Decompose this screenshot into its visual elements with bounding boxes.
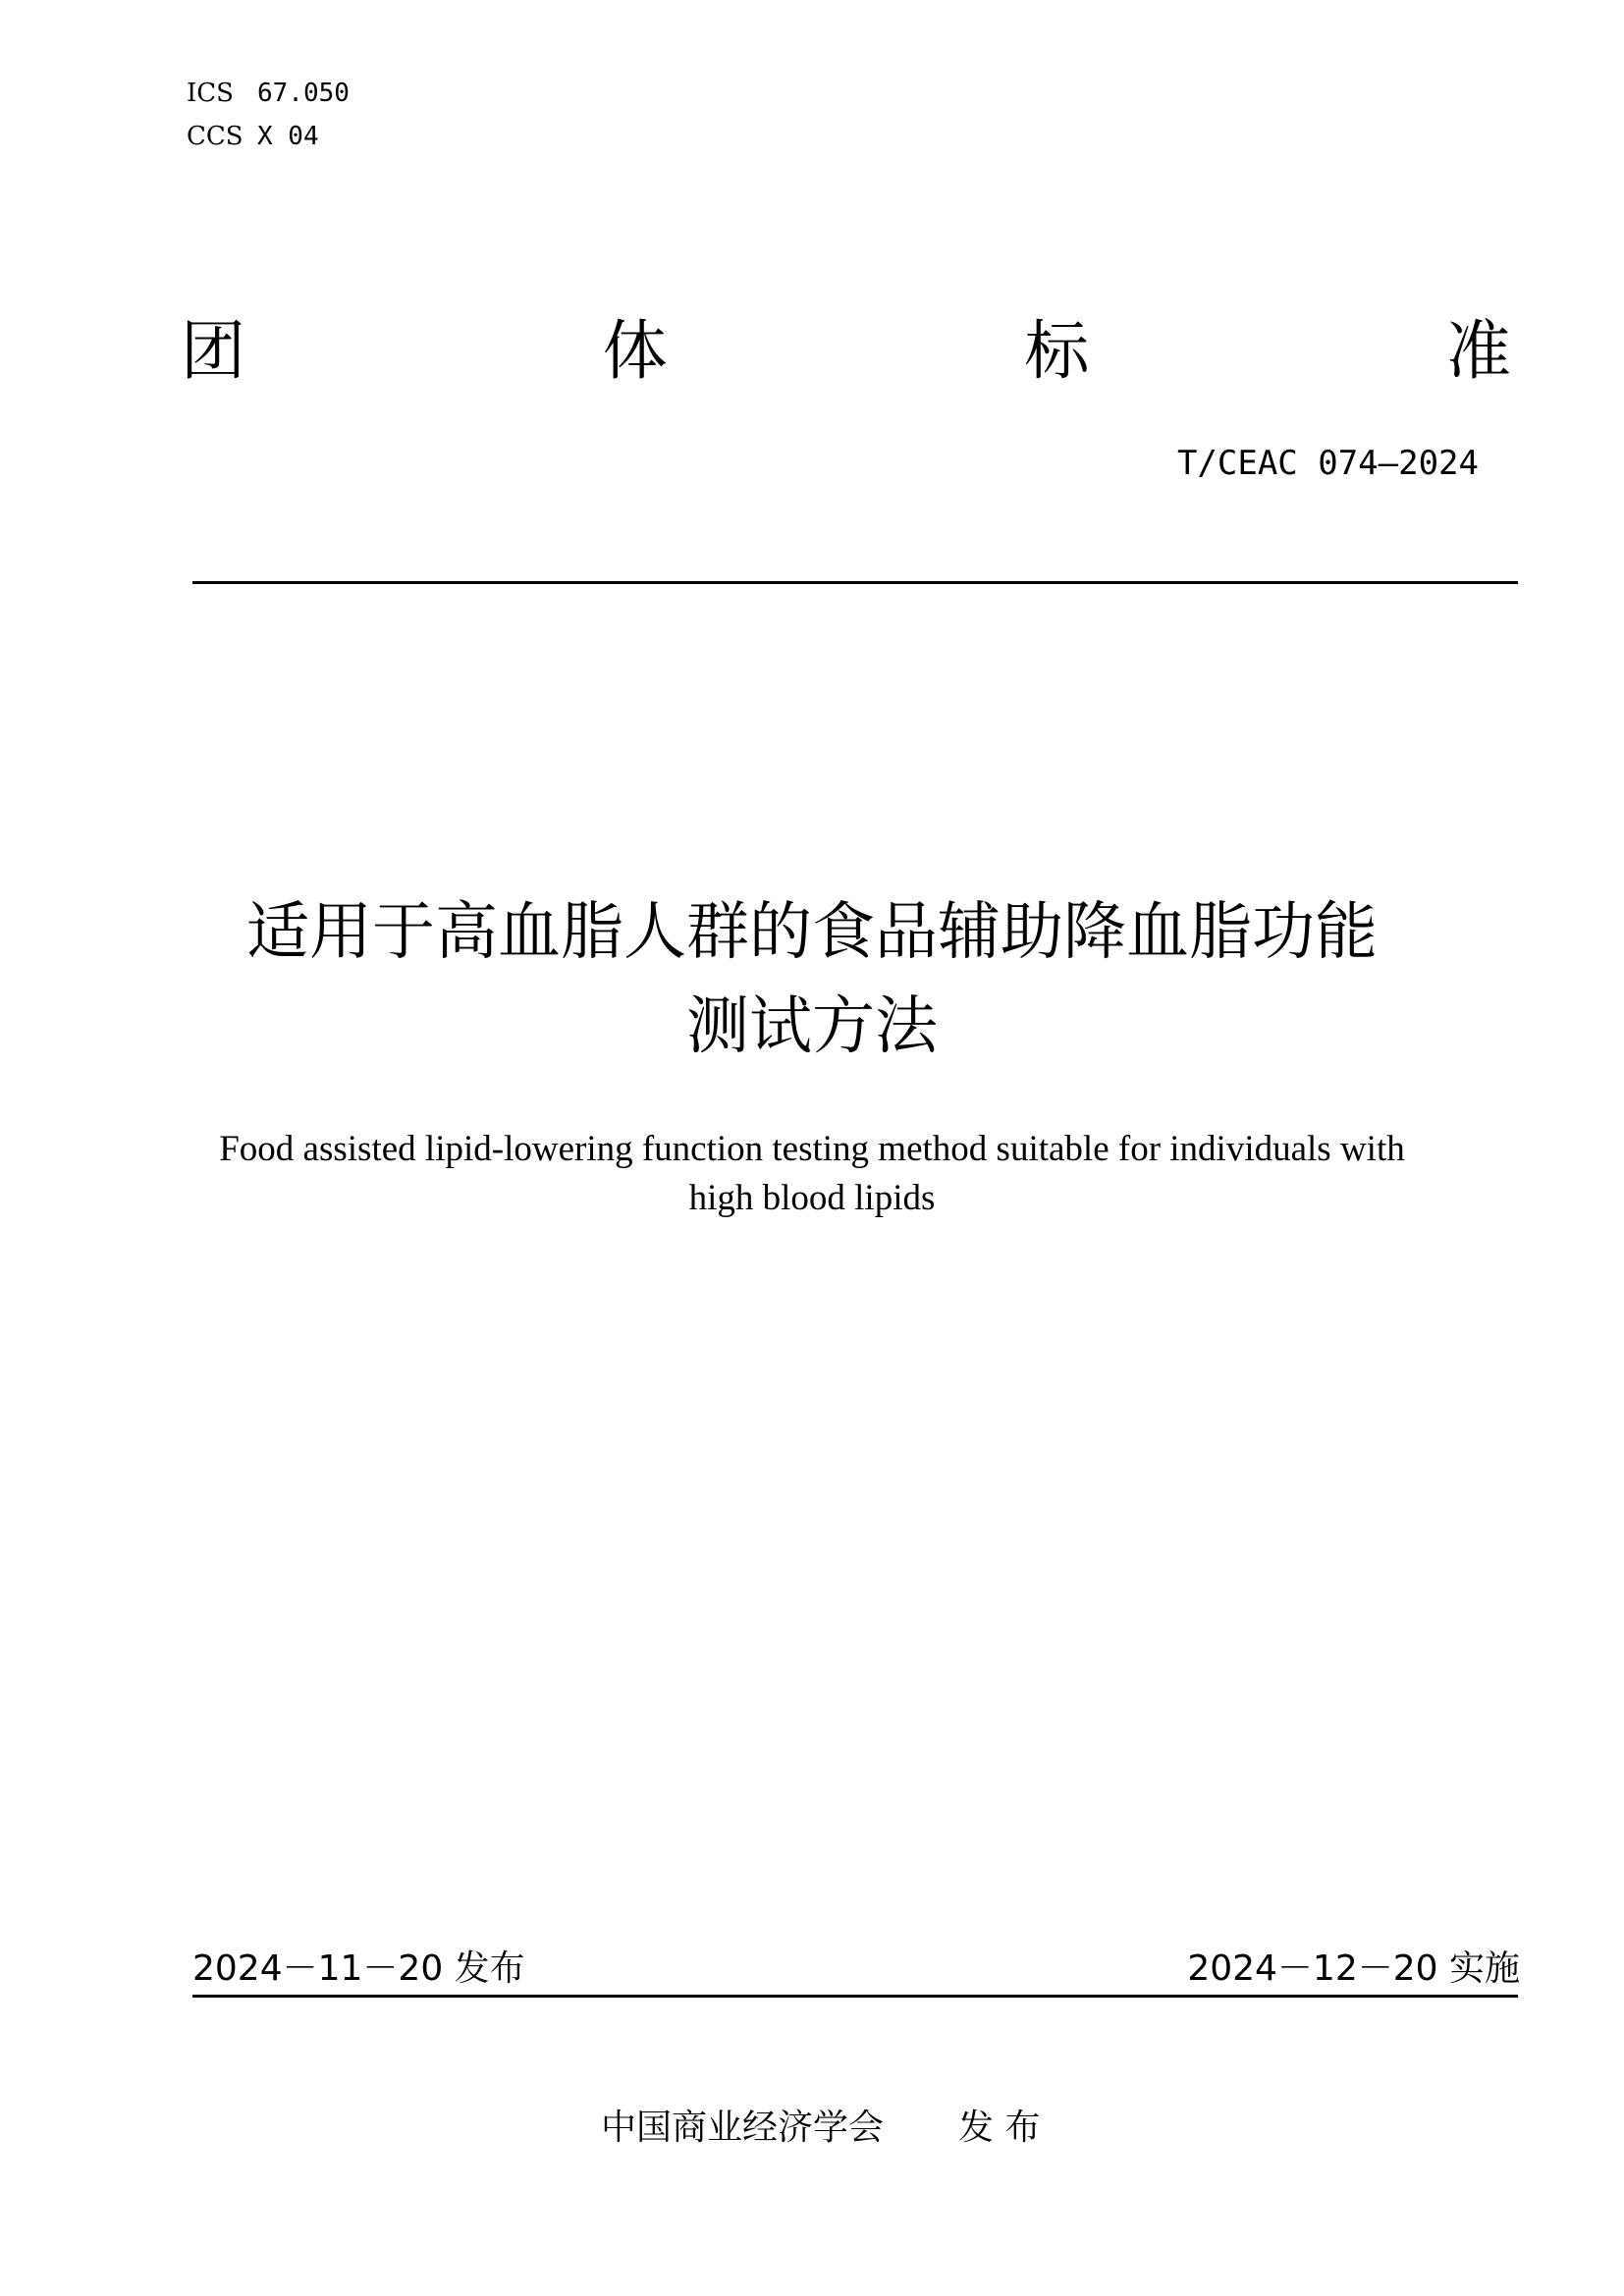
ics-label: ICS: [187, 79, 234, 108]
standard-code: T/CEAC 074—2024: [1176, 444, 1479, 483]
title-english-line-1: Food assisted lipid-lowering function testing method suitable for individuals with: [219, 1129, 1405, 1169]
ics-code: [187, 79, 350, 108]
title-chinese-line-2: 测试方法: [686, 990, 938, 1063]
ccs-label: CCS: [187, 122, 244, 151]
standard-type-char: 准: [1445, 313, 1511, 389]
implement-date: 2024－12－20 实施: [1187, 1949, 1520, 1989]
publisher-line: [601, 2107, 1040, 2150]
ccs-code: [187, 122, 319, 151]
standard-type-heading: [181, 312, 1511, 391]
standard-type-char: 标: [1024, 313, 1090, 389]
ccs-value: X 04: [257, 122, 319, 151]
standard-type-char: 团: [181, 313, 245, 389]
title-chinese-line-1: 适用于高血脂人群的食品辅助降血脂功能: [246, 896, 1378, 969]
top-divider: [192, 581, 1518, 584]
standard-type-char: 体: [602, 313, 668, 389]
publisher-action: 发 布: [958, 2108, 1041, 2148]
publish-date: 2024－11－20 发布: [192, 1949, 525, 1989]
ics-value: 67.050: [257, 79, 350, 108]
publisher-org: 中国商业经济学会: [601, 2108, 885, 2148]
title-english-line-2: high blood lipids: [688, 1178, 936, 1218]
bottom-divider: [192, 1995, 1518, 1998]
